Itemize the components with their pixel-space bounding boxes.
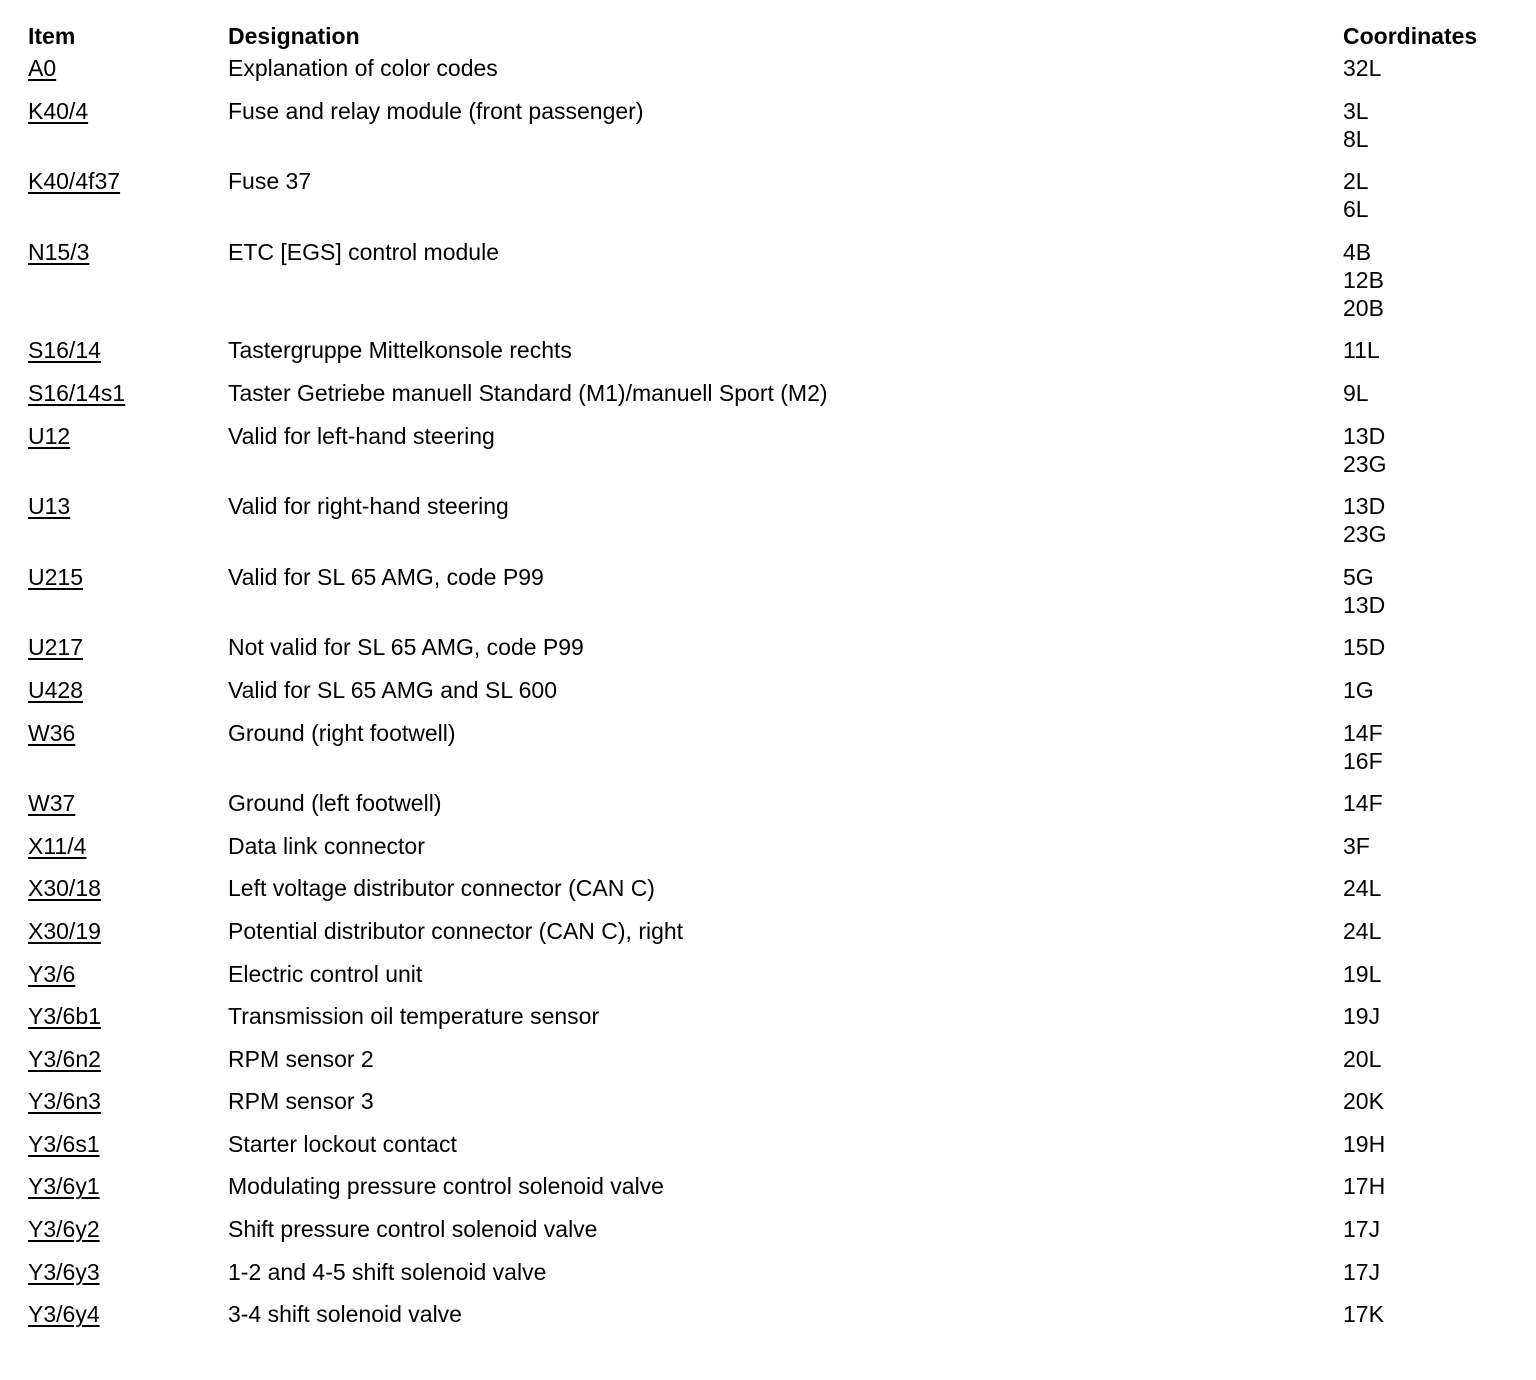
coordinate-value: 4B	[1343, 238, 1372, 265]
item-cell	[28, 1087, 101, 1115]
table-row	[28, 1087, 1508, 1130]
item-cell	[28, 633, 83, 661]
item-cell	[28, 960, 75, 988]
coordinates-cell	[1343, 492, 1386, 548]
designation-cell: Modulating pressure control solenoid valve	[228, 1173, 664, 1200]
item-link[interactable]: Y3/6n2	[28, 1045, 101, 1072]
coordinate-value: 3L	[1343, 97, 1369, 124]
table-row	[28, 719, 1508, 790]
item-cell	[28, 832, 86, 860]
designation-cell: Potential distributor connector (CAN C), right	[228, 917, 684, 944]
coordinate-value: 5G	[1343, 563, 1374, 590]
coordinates-cell	[1343, 563, 1385, 619]
designation-cell: Valid for left-hand steering	[228, 422, 495, 449]
item-cell	[28, 54, 56, 82]
coordinate-value: 8L	[1343, 125, 1369, 152]
coordinate-value: 23G	[1343, 521, 1387, 548]
coordinates-cell	[1343, 1087, 1384, 1115]
item-link[interactable]: S16/14s1	[28, 379, 126, 406]
coordinates-cell	[1343, 97, 1369, 153]
table-row	[28, 789, 1508, 832]
header-designation: Designation	[228, 23, 360, 49]
designation-cell: Left voltage distributor connector (CAN C)	[228, 875, 655, 902]
coordinate-value: 17H	[1343, 1173, 1386, 1200]
item-link[interactable]: K40/4	[28, 97, 89, 124]
coordinate-value: 17J	[1343, 1258, 1381, 1285]
coordinates-cell	[1343, 719, 1383, 775]
coordinate-value: 19H	[1343, 1130, 1386, 1157]
table-row	[28, 917, 1508, 960]
coordinate-value: 17J	[1343, 1216, 1381, 1243]
table-body	[28, 54, 1508, 1343]
coordinate-value: 9L	[1343, 379, 1369, 406]
item-link[interactable]: U215	[28, 563, 83, 590]
coordinates-cell	[1343, 54, 1381, 82]
coordinates-cell	[1343, 1172, 1385, 1200]
coordinates-cell	[1343, 167, 1369, 223]
coordinate-value: 12B	[1343, 266, 1384, 293]
item-cell	[28, 1045, 101, 1073]
item-cell	[28, 422, 70, 450]
table-row	[28, 832, 1508, 875]
designation-cell: Fuse and relay module (front passenger)	[228, 97, 644, 124]
coordinates-cell	[1343, 1300, 1384, 1328]
coordinate-value: 23G	[1343, 450, 1387, 477]
item-cell	[28, 379, 125, 407]
coordinate-value: 2L	[1343, 168, 1369, 195]
table-row	[28, 1300, 1508, 1343]
item-cell	[28, 719, 75, 747]
item-link[interactable]: W37	[28, 790, 76, 817]
coordinate-value: 14F	[1343, 790, 1383, 817]
item-cell	[28, 1300, 100, 1328]
item-link[interactable]: Y3/6y1	[28, 1173, 100, 1200]
item-link[interactable]: Y3/6	[28, 960, 76, 987]
item-link[interactable]: Y3/6y4	[28, 1301, 100, 1328]
item-cell	[28, 676, 83, 704]
coordinate-value: 3F	[1343, 832, 1370, 859]
table-row	[28, 633, 1508, 676]
item-link[interactable]: U13	[28, 493, 71, 520]
coordinates-cell	[1343, 1215, 1380, 1243]
item-cell	[28, 336, 101, 364]
designation-cell: 1-2 and 4-5 shift solenoid valve	[228, 1258, 547, 1285]
item-link[interactable]: N15/3	[28, 238, 90, 265]
item-link[interactable]: X30/18	[28, 875, 101, 902]
coordinate-value: 24L	[1343, 917, 1382, 944]
item-link[interactable]: Y3/6y3	[28, 1258, 100, 1285]
designation-cell: Starter lockout contact	[228, 1130, 457, 1157]
coordinate-value: 1G	[1343, 676, 1374, 703]
coordinate-value: 20L	[1343, 1045, 1382, 1072]
designation-cell: Fuse 37	[228, 168, 312, 195]
item-link[interactable]: Y3/6b1	[28, 1003, 101, 1030]
coordinate-value: 20K	[1343, 1088, 1384, 1115]
table-row	[28, 1258, 1508, 1301]
designation-cell: Transmission oil temperature sensor	[228, 1003, 600, 1030]
designation-cell: Valid for right-hand steering	[228, 493, 509, 520]
item-cell	[28, 167, 120, 195]
item-cell	[28, 917, 101, 945]
coordinate-value: 14F	[1343, 719, 1383, 746]
header-coordinates: Coordinates	[1343, 23, 1478, 49]
table-row	[28, 1215, 1508, 1258]
item-link[interactable]: W36	[28, 719, 76, 746]
designation-cell: Shift pressure control solenoid valve	[228, 1216, 598, 1243]
coordinates-cell	[1343, 789, 1383, 817]
designation-cell: Ground (right footwell)	[228, 719, 456, 746]
coordinates-cell	[1343, 917, 1381, 945]
item-link[interactable]: U12	[28, 422, 71, 449]
table-row	[28, 54, 1508, 97]
coordinates-cell	[1343, 633, 1385, 661]
item-link[interactable]: S16/14	[28, 337, 101, 364]
table-row	[28, 1045, 1508, 1088]
item-cell	[28, 1130, 100, 1158]
coordinate-value: 11L	[1343, 337, 1380, 364]
coordinates-cell	[1343, 1130, 1385, 1158]
coordinates-cell	[1343, 336, 1380, 364]
designation-cell: 3-4 shift solenoid valve	[228, 1301, 462, 1328]
coordinates-cell	[1343, 238, 1384, 322]
table-row	[28, 960, 1508, 1003]
item-link[interactable]: Y3/6s1	[28, 1130, 100, 1157]
designation-cell: RPM sensor 3	[228, 1088, 374, 1115]
table-row	[28, 1002, 1508, 1045]
designation-cell: Not valid for SL 65 AMG, code P99	[228, 634, 584, 661]
table-row	[28, 97, 1508, 168]
item-link[interactable]: Y3/6n3	[28, 1088, 101, 1115]
coordinate-value: 20B	[1343, 294, 1384, 321]
coordinates-cell	[1343, 960, 1381, 988]
designation-cell: Data link connector	[228, 832, 425, 859]
item-link[interactable]: U428	[28, 676, 83, 703]
designation-cell: Explanation of color codes	[228, 55, 498, 81]
coordinates-cell	[1343, 1045, 1381, 1073]
table-row	[28, 336, 1508, 379]
coordinate-value: 17K	[1343, 1301, 1384, 1328]
table-header	[28, 22, 1508, 54]
coordinate-value: 16F	[1343, 747, 1383, 774]
table-row	[28, 379, 1508, 422]
table-row	[28, 1130, 1508, 1173]
coordinates-cell	[1343, 676, 1374, 704]
item-link[interactable]: U217	[28, 634, 83, 661]
designation-cell: RPM sensor 2	[228, 1045, 374, 1072]
item-cell	[28, 1172, 100, 1200]
coordinate-value: 19L	[1343, 960, 1382, 987]
coordinates-cell	[1343, 422, 1386, 478]
coordinates-cell	[1343, 874, 1381, 902]
designation-cell: Valid for SL 65 AMG and SL 600	[228, 676, 558, 703]
item-cell	[28, 789, 75, 817]
item-cell	[28, 492, 70, 520]
legend-table	[28, 22, 1508, 1343]
designation-cell: Valid for SL 65 AMG, code P99	[228, 563, 544, 590]
item-cell	[28, 874, 101, 902]
coordinate-value: 13D	[1343, 591, 1386, 618]
item-cell	[28, 1258, 100, 1286]
item-cell	[28, 238, 89, 266]
item-link[interactable]: X30/19	[28, 917, 101, 944]
item-cell	[28, 563, 83, 591]
coordinate-value: 24L	[1343, 875, 1382, 902]
item-link[interactable]: A0	[28, 55, 57, 81]
coordinates-cell	[1343, 832, 1370, 860]
coordinates-cell	[1343, 1258, 1380, 1286]
designation-cell: Taster Getriebe manuell Standard (M1)/manuell Sport (M2)	[228, 379, 828, 406]
table-row	[28, 563, 1508, 634]
table-row	[28, 874, 1508, 917]
coordinate-value: 6L	[1343, 196, 1369, 223]
designation-cell: Ground (left footwell)	[228, 790, 442, 817]
table-row	[28, 492, 1508, 563]
item-cell	[28, 97, 88, 125]
item-link[interactable]: K40/4f37	[28, 168, 121, 195]
coordinates-cell	[1343, 379, 1369, 407]
coordinate-value: 13D	[1343, 422, 1386, 449]
coordinate-value: 32L	[1343, 55, 1382, 81]
coordinate-value: 15D	[1343, 634, 1386, 661]
header-item: Item	[28, 23, 76, 49]
coordinates-cell	[1343, 1002, 1380, 1030]
table-row	[28, 1172, 1508, 1215]
designation-cell: Electric control unit	[228, 960, 423, 987]
table-row	[28, 422, 1508, 493]
table-row	[28, 238, 1508, 337]
item-link[interactable]: Y3/6y2	[28, 1216, 100, 1243]
coordinate-value: 19J	[1343, 1003, 1381, 1030]
item-cell	[28, 1002, 101, 1030]
table-row	[28, 167, 1508, 238]
coordinate-value: 13D	[1343, 493, 1386, 520]
table-row	[28, 676, 1508, 719]
item-link[interactable]: X11/4	[28, 832, 87, 859]
item-cell	[28, 1215, 100, 1243]
designation-cell: ETC [EGS] control module	[228, 238, 499, 265]
designation-cell: Tastergruppe Mittelkonsole rechts	[228, 337, 572, 364]
